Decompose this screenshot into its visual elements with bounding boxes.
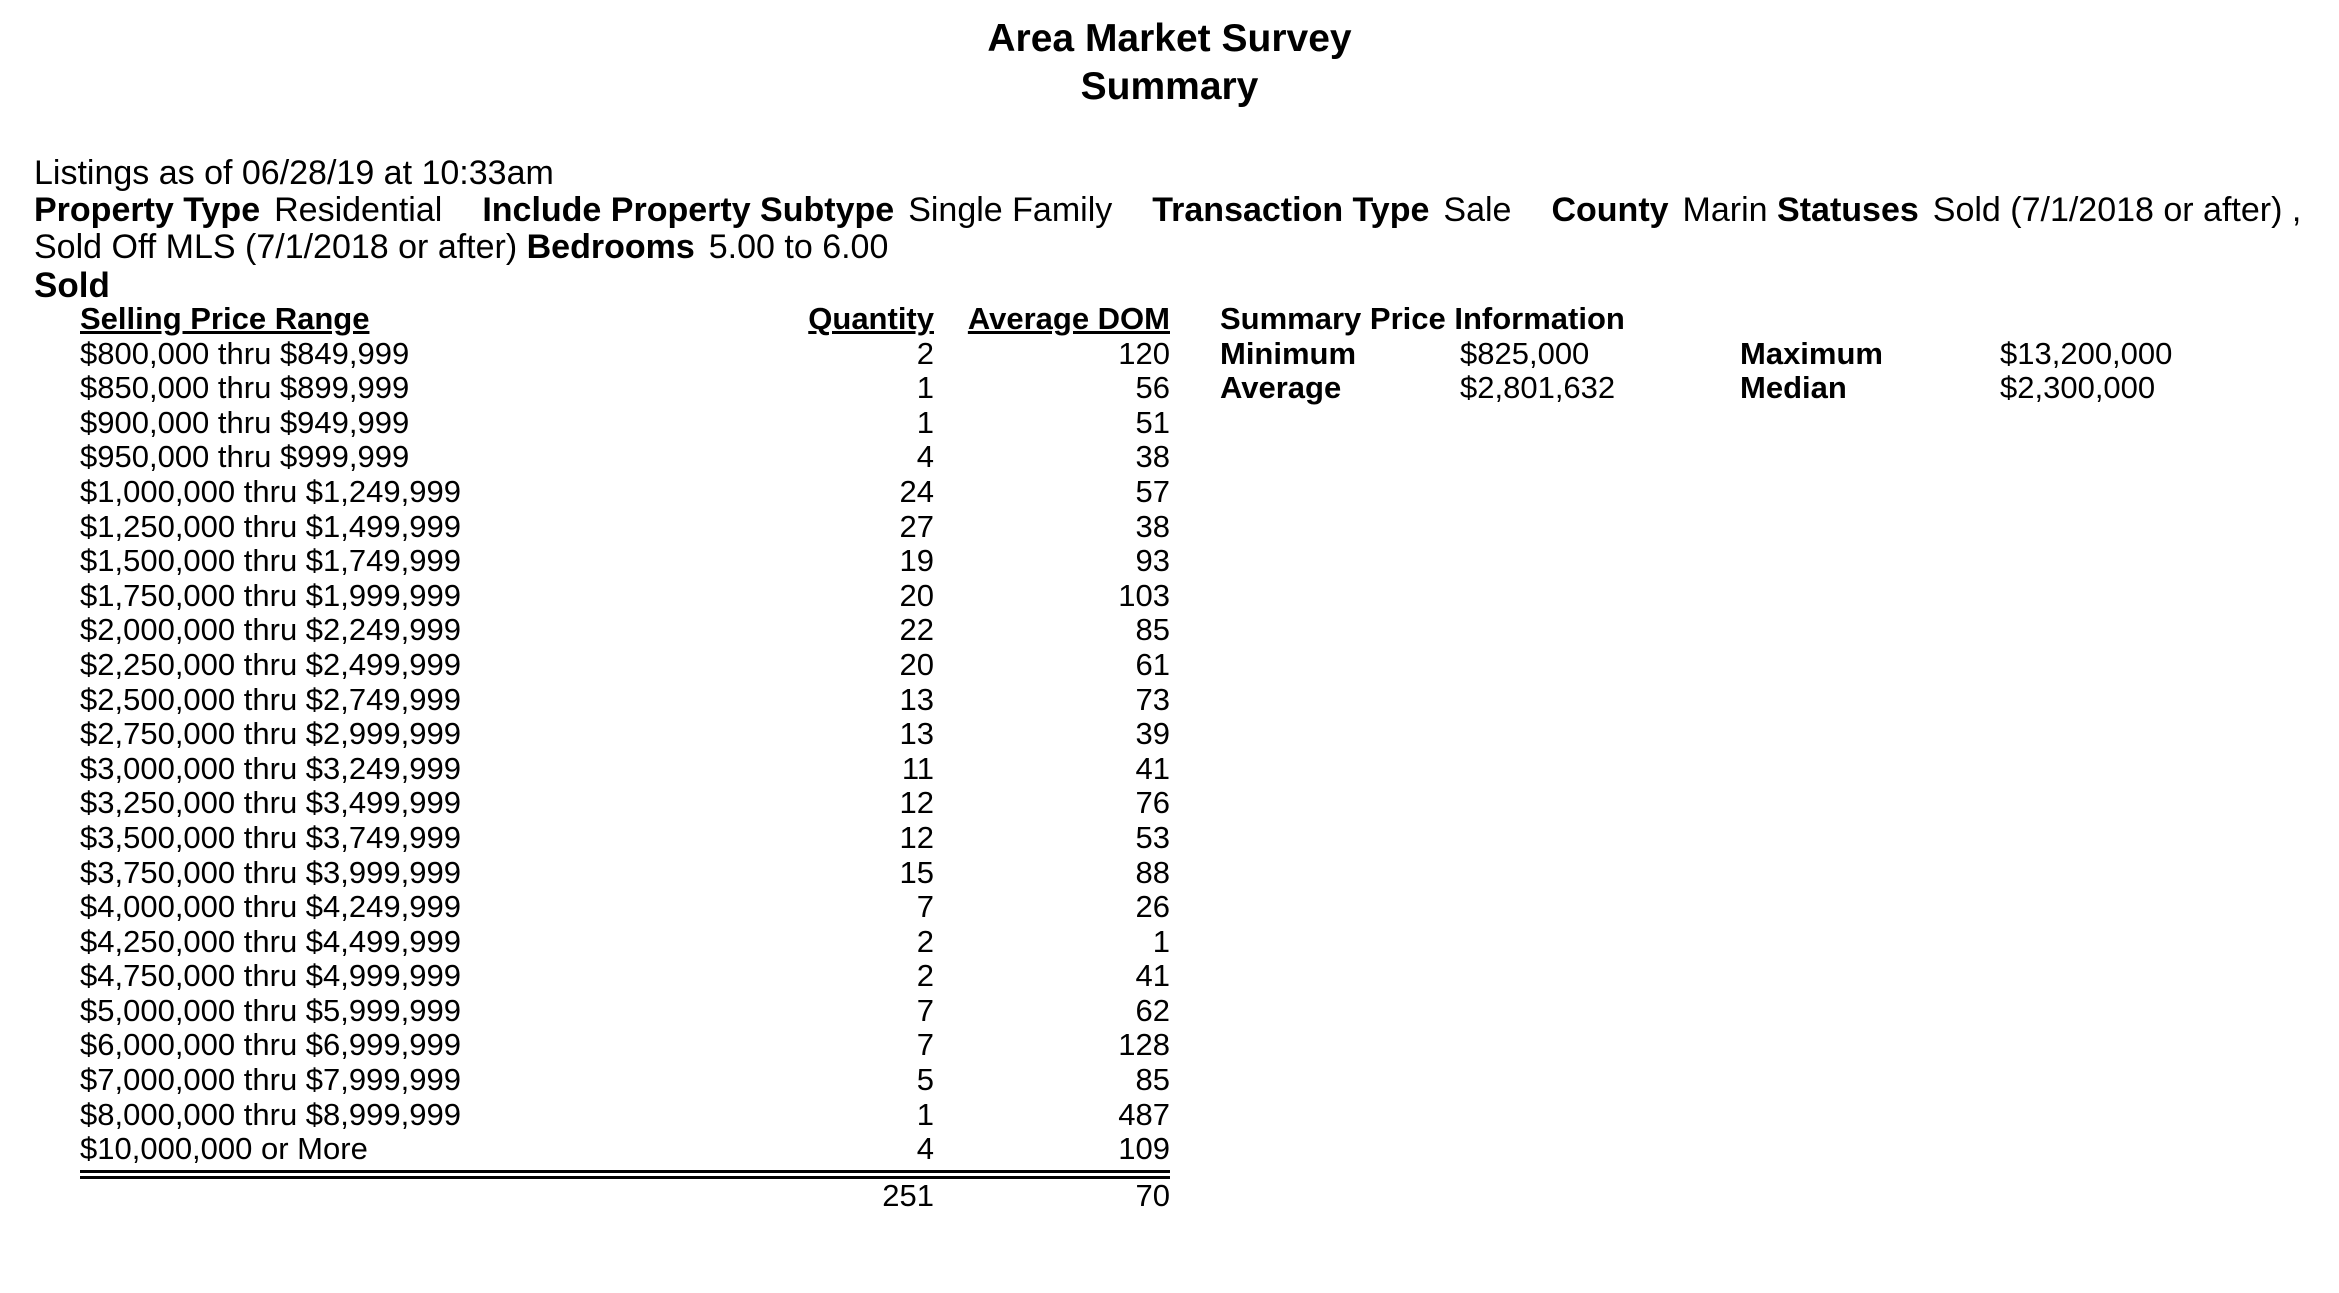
average-dom-cell: 38: [1135, 508, 1170, 544]
average-dom-cell: 62: [1135, 992, 1170, 1028]
quantity-cell: 22: [899, 612, 934, 648]
maximum-value: $13,200,000: [2000, 335, 2173, 371]
average-dom-cell: 56: [1135, 370, 1170, 406]
total-double-rule: [80, 1170, 1170, 1179]
table-row: [80, 994, 1170, 1029]
range-cell: $10,000,000 or More: [80, 1131, 368, 1167]
summary-row-avg-median: [1220, 371, 2280, 406]
quantity-cell: 2: [916, 923, 934, 959]
average-dom-cell: 85: [1135, 1062, 1170, 1098]
quantity-cell: 4: [916, 439, 934, 475]
average-label: Average: [1220, 370, 1342, 406]
summary-heading: Summary Price Information: [1220, 301, 1625, 336]
range-cell: $850,000 thru $899,999: [80, 370, 410, 406]
range-cell: $4,250,000 thru $4,499,999: [80, 923, 461, 959]
table-total-row: [80, 1179, 1170, 1214]
range-cell: $7,000,000 thru $7,999,999: [80, 1062, 461, 1098]
section-label-sold: Sold: [34, 266, 110, 305]
range-cell: $8,000,000 thru $8,999,999: [80, 1096, 461, 1132]
average-dom-cell: 88: [1135, 854, 1170, 890]
statuses-value-1: Sold (7/1/2018 or after) ,: [1932, 191, 2302, 229]
range-cell: $1,500,000 thru $1,749,999: [80, 543, 461, 579]
quantity-cell: 13: [899, 681, 934, 717]
table-row: [80, 856, 1170, 891]
table-row: [80, 440, 1170, 475]
range-cell: $2,250,000 thru $2,499,999: [80, 646, 461, 682]
table-row: [80, 890, 1170, 925]
quantity-cell: 5: [916, 1062, 934, 1098]
transaction-type-label: Transaction Type: [1152, 191, 1430, 229]
table-row: [80, 371, 1170, 406]
minimum-value: $825,000: [1460, 335, 1590, 371]
range-cell: $5,000,000 thru $5,999,999: [80, 992, 461, 1028]
range-cell: $6,000,000 thru $6,999,999: [80, 1027, 461, 1063]
average-dom-cell: 103: [1118, 577, 1170, 613]
table-row: [80, 510, 1170, 545]
table-row: [80, 475, 1170, 510]
statuses-value-2: Sold Off MLS (7/1/2018 or after): [34, 228, 518, 266]
range-cell: $900,000 thru $949,999: [80, 404, 410, 440]
average-dom-cell: 85: [1135, 612, 1170, 648]
statuses-label: Statuses: [1777, 191, 1919, 229]
quantity-cell: 12: [899, 785, 934, 821]
summary-row-min-max: [1220, 337, 2280, 372]
average-dom-cell: 73: [1135, 681, 1170, 717]
search-criteria-line-1: [34, 191, 2301, 229]
report-subtitle: Summary: [1080, 65, 1259, 108]
range-cell: $1,000,000 thru $1,249,999: [80, 473, 461, 509]
range-cell: $950,000 thru $999,999: [80, 439, 410, 475]
property-type-label: Property Type: [34, 191, 261, 229]
table-header: [80, 302, 1170, 337]
range-cell: $2,750,000 thru $2,999,999: [80, 716, 461, 752]
quantity-cell: 20: [899, 646, 934, 682]
median-value: $2,300,000: [2000, 370, 2156, 406]
table-row: [80, 1132, 1170, 1167]
range-cell: $4,750,000 thru $4,999,999: [80, 958, 461, 994]
average-dom-cell: 41: [1135, 958, 1170, 994]
bedrooms-value: 5.00 to 6.00: [708, 228, 889, 266]
table-row: [80, 579, 1170, 614]
quantity-cell: 12: [899, 819, 934, 855]
quantity-cell: 19: [899, 543, 934, 579]
quantity-cell: 1: [916, 404, 934, 440]
subtype-value: Single Family: [908, 191, 1113, 229]
range-cell: $3,250,000 thru $3,499,999: [80, 785, 461, 821]
table-row: [80, 821, 1170, 856]
search-criteria-line-2: [34, 228, 888, 266]
quantity-cell: 2: [916, 335, 934, 371]
table-body: [80, 337, 1170, 1167]
summary-heading-row: [1220, 302, 2280, 337]
total-average-dom: 70: [1135, 1177, 1170, 1213]
quantity-cell: 1: [916, 370, 934, 406]
average-dom-cell: 93: [1135, 543, 1170, 579]
maximum-label: Maximum: [1740, 335, 1883, 371]
subtype-label: Include Property Subtype: [482, 191, 895, 229]
average-dom-cell: 38: [1135, 439, 1170, 475]
quantity-cell: 7: [916, 889, 934, 925]
bedrooms-label: Bedrooms: [526, 228, 695, 266]
quantity-cell: 7: [916, 992, 934, 1028]
county-value: Marin: [1682, 191, 1768, 229]
quantity-cell: 1: [916, 1096, 934, 1132]
header-quantity: Quantity: [808, 301, 934, 336]
range-cell: $2,500,000 thru $2,749,999: [80, 681, 461, 717]
listings-as-of: Listings as of 06/28/19 at 10:33am: [34, 154, 554, 192]
table-row: [80, 1063, 1170, 1098]
table-row: [80, 648, 1170, 683]
header-selling-price-range: Selling Price Range: [80, 301, 370, 336]
table-row: [80, 925, 1170, 960]
quantity-cell: 24: [899, 473, 934, 509]
average-dom-cell: 41: [1135, 750, 1170, 786]
transaction-type-value: Sale: [1443, 191, 1512, 229]
average-dom-cell: 487: [1118, 1096, 1170, 1132]
average-dom-cell: 120: [1118, 335, 1170, 371]
minimum-label: Minimum: [1220, 335, 1357, 371]
quantity-cell: 4: [916, 1131, 934, 1167]
table-row: [80, 544, 1170, 579]
range-cell: $1,750,000 thru $1,999,999: [80, 577, 461, 613]
quantity-cell: 20: [899, 577, 934, 613]
average-dom-cell: 39: [1135, 716, 1170, 752]
report-title: Area Market Survey: [987, 17, 1352, 60]
table-row: [80, 683, 1170, 718]
table-row: [80, 337, 1170, 372]
table-row: [80, 1098, 1170, 1133]
range-cell: $3,000,000 thru $3,249,999: [80, 750, 461, 786]
average-dom-cell: 51: [1135, 404, 1170, 440]
price-range-table: [80, 302, 1170, 1213]
average-value: $2,801,632: [1460, 370, 1616, 406]
average-dom-cell: 61: [1135, 646, 1170, 682]
table-row: [80, 1028, 1170, 1063]
quantity-cell: 11: [901, 750, 934, 786]
average-dom-cell: 53: [1135, 819, 1170, 855]
table-row: [80, 959, 1170, 994]
median-label: Median: [1740, 370, 1847, 406]
average-dom-cell: 26: [1135, 889, 1170, 925]
range-cell: $800,000 thru $849,999: [80, 335, 410, 371]
average-dom-cell: 1: [1152, 923, 1170, 959]
table-row: [80, 613, 1170, 648]
quantity-cell: 27: [899, 508, 934, 544]
average-dom-cell: 57: [1135, 473, 1170, 509]
summary-price-information: [1220, 302, 2280, 406]
quantity-cell: 15: [899, 854, 934, 890]
table-row: [80, 406, 1170, 441]
range-cell: $2,000,000 thru $2,249,999: [80, 612, 461, 648]
range-cell: $4,000,000 thru $4,249,999: [80, 889, 461, 925]
range-cell: $3,750,000 thru $3,999,999: [80, 854, 461, 890]
table-row: [80, 786, 1170, 821]
quantity-cell: 2: [916, 958, 934, 994]
table-row: [80, 752, 1170, 787]
quantity-cell: 7: [916, 1027, 934, 1063]
table-row: [80, 717, 1170, 752]
county-label: County: [1551, 191, 1669, 229]
average-dom-cell: 109: [1118, 1131, 1170, 1167]
average-dom-cell: 76: [1135, 785, 1170, 821]
quantity-cell: 13: [899, 716, 934, 752]
header-average-dom: Average DOM: [967, 301, 1170, 336]
total-quantity: 251: [882, 1177, 934, 1213]
property-type-value: Residential: [274, 191, 443, 229]
average-dom-cell: 128: [1118, 1027, 1170, 1063]
range-cell: $3,500,000 thru $3,749,999: [80, 819, 461, 855]
range-cell: $1,250,000 thru $1,499,999: [80, 508, 461, 544]
